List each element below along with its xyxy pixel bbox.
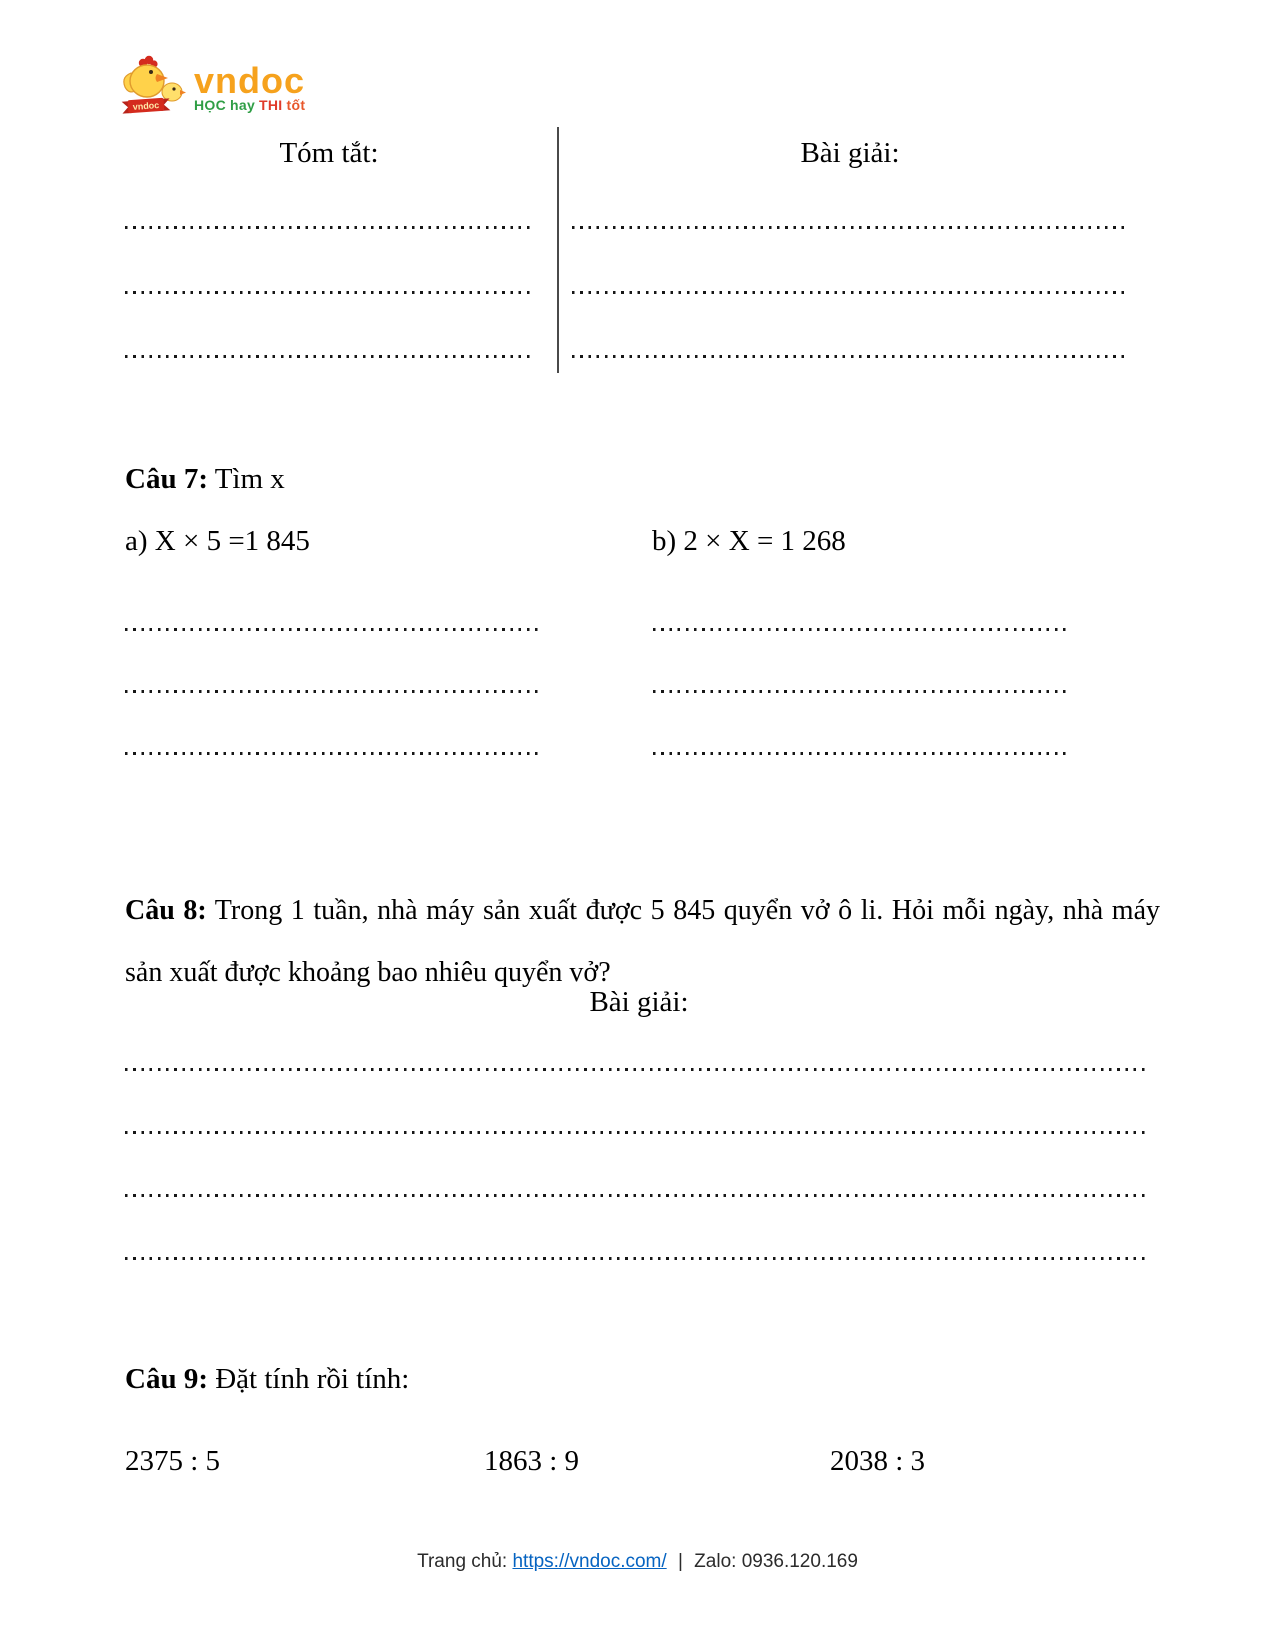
answer-line [572, 355, 1128, 358]
question9-title: Đặt tính rồi tính: [215, 1363, 410, 1395]
logo-banner-text: vndoc [132, 100, 160, 112]
answer-line [572, 226, 1128, 229]
question7-part-b: b) 2 × X = 1 268 [652, 525, 846, 557]
logo-slogan [194, 97, 309, 114]
answer-line [125, 1131, 1147, 1134]
division-problem-2: 1863 : 9 [484, 1445, 580, 1477]
question8-label: Câu 8: [125, 895, 207, 926]
answer-line [125, 1068, 1147, 1071]
question9-label: Câu 9: [125, 1363, 208, 1395]
question7-heading [125, 462, 285, 496]
division-problem-3: 2038 : 3 [830, 1445, 926, 1477]
footer-separator: | [677, 1551, 683, 1572]
footer-zalo: Zalo: 0936.120.169 [694, 1551, 858, 1572]
question9-heading [125, 1362, 409, 1396]
summary-header: Tóm tắt: [279, 137, 379, 169]
answer-line [125, 355, 533, 358]
answer-line [572, 291, 1128, 294]
division-problem-1: 2375 : 5 [125, 1445, 221, 1477]
slogan-word: THI [259, 97, 283, 113]
question7-label: Câu 7: [125, 463, 208, 495]
answer-line [653, 752, 1068, 755]
question7-part-a: a) X × 5 =1 845 [125, 525, 310, 557]
answer-line [125, 1257, 1147, 1260]
solution-header: Bài giải: [800, 137, 900, 169]
slogan-word: tốt [286, 97, 306, 113]
answer-line [125, 291, 533, 294]
footer-home-label: Trang chủ: [417, 1551, 508, 1572]
page-footer [0, 1551, 1275, 1573]
answer-line [125, 628, 543, 631]
chicken-mascot-icon [120, 55, 188, 117]
question8-body: Trong 1 tuần, nhà máy sản xuất được 5 845 quyển vở ô li. Hỏi mỗi ngày, nhà máy sản xuất được khoảng bao nhiêu quyển vở? [125, 895, 1160, 988]
column-divider [557, 127, 559, 373]
question7-title: Tìm x [214, 463, 285, 495]
logo-wordmark: vndoc [194, 60, 306, 101]
question8-solution-header: Bài giải: [589, 986, 689, 1018]
slogan-word: hay [230, 97, 256, 113]
slogan-word: HỌC [194, 97, 227, 113]
answer-line [125, 226, 533, 229]
answer-line [653, 628, 1068, 631]
vndoc-logo [120, 55, 309, 117]
answer-line [653, 690, 1068, 693]
home-link[interactable]: https://vndoc.com/ [512, 1551, 667, 1572]
answer-line [125, 1194, 1147, 1197]
answer-line [125, 690, 543, 693]
answer-line [125, 752, 543, 755]
